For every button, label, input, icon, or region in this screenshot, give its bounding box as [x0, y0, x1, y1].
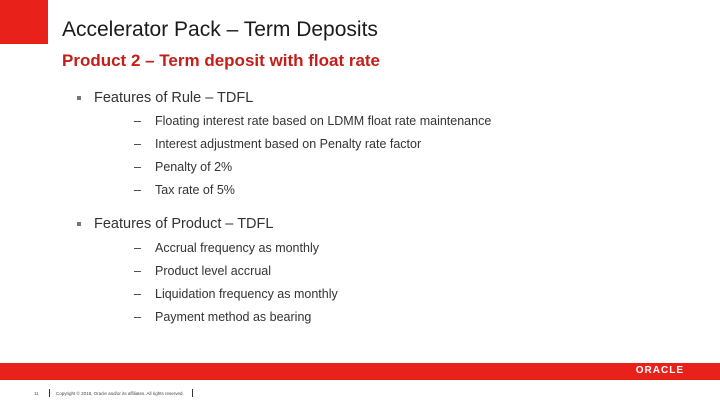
dash-bullet-icon: –: [134, 137, 141, 151]
list-item: [134, 137, 491, 160]
list-item: [134, 241, 338, 264]
list-item-text: Interest adjustment based on Penalty rate factor: [155, 137, 422, 151]
section-heading: [94, 216, 273, 238]
oracle-logo: ORACLE: [635, 365, 684, 376]
list-item: [134, 183, 491, 206]
square-bullet-icon: [77, 96, 81, 100]
footer-divider: [49, 389, 50, 397]
dash-bullet-icon: –: [134, 160, 141, 174]
dash-bullet-icon: –: [134, 287, 141, 301]
list-item-text: Product level accrual: [155, 264, 272, 278]
section-heading: [94, 90, 253, 112]
list-item-text: Tax rate of 5%: [155, 183, 235, 197]
footer-bar: [0, 363, 720, 380]
dash-bullet-icon: –: [134, 183, 141, 197]
list-item: [134, 287, 338, 310]
dash-bullet-icon: –: [134, 264, 141, 278]
list-item: [134, 264, 338, 287]
slide-title: Accelerator Pack – Term Deposits: [62, 18, 378, 41]
list-item: [134, 160, 491, 183]
list-item-text: Accrual frequency as monthly: [155, 241, 319, 255]
footer-divider: [192, 389, 193, 397]
list-item-text: Floating interest rate based on LDMM float rate maintenance: [155, 114, 492, 128]
footer: [34, 387, 193, 399]
section-product-features: [94, 216, 338, 324]
dash-bullet-icon: –: [134, 241, 141, 255]
section-heading-text: Features of Rule – TDFL: [94, 90, 254, 106]
product-feature-list: [134, 241, 338, 333]
dash-bullet-icon: –: [134, 310, 141, 324]
list-item-text: Payment method as bearing: [155, 310, 312, 324]
square-bullet-icon: [77, 222, 81, 226]
copyright-text: Copyright © 2018, Oracle and/or its affiliates. All rights reserved.: [56, 390, 184, 396]
list-item-text: Penalty of 2%: [155, 160, 233, 174]
list-item: [134, 310, 338, 333]
section-rule-features: [94, 90, 492, 197]
list-item-text: Liquidation frequency as monthly: [155, 287, 338, 301]
rule-feature-list: [134, 114, 492, 206]
red-accent-block: [0, 0, 48, 44]
dash-bullet-icon: –: [134, 114, 141, 128]
slide-subtitle: Product 2 – Term deposit with float rate: [62, 51, 381, 70]
section-heading-text: Features of Product – TDFL: [94, 216, 274, 232]
page-number: 11: [34, 390, 39, 396]
list-item: [134, 114, 492, 137]
